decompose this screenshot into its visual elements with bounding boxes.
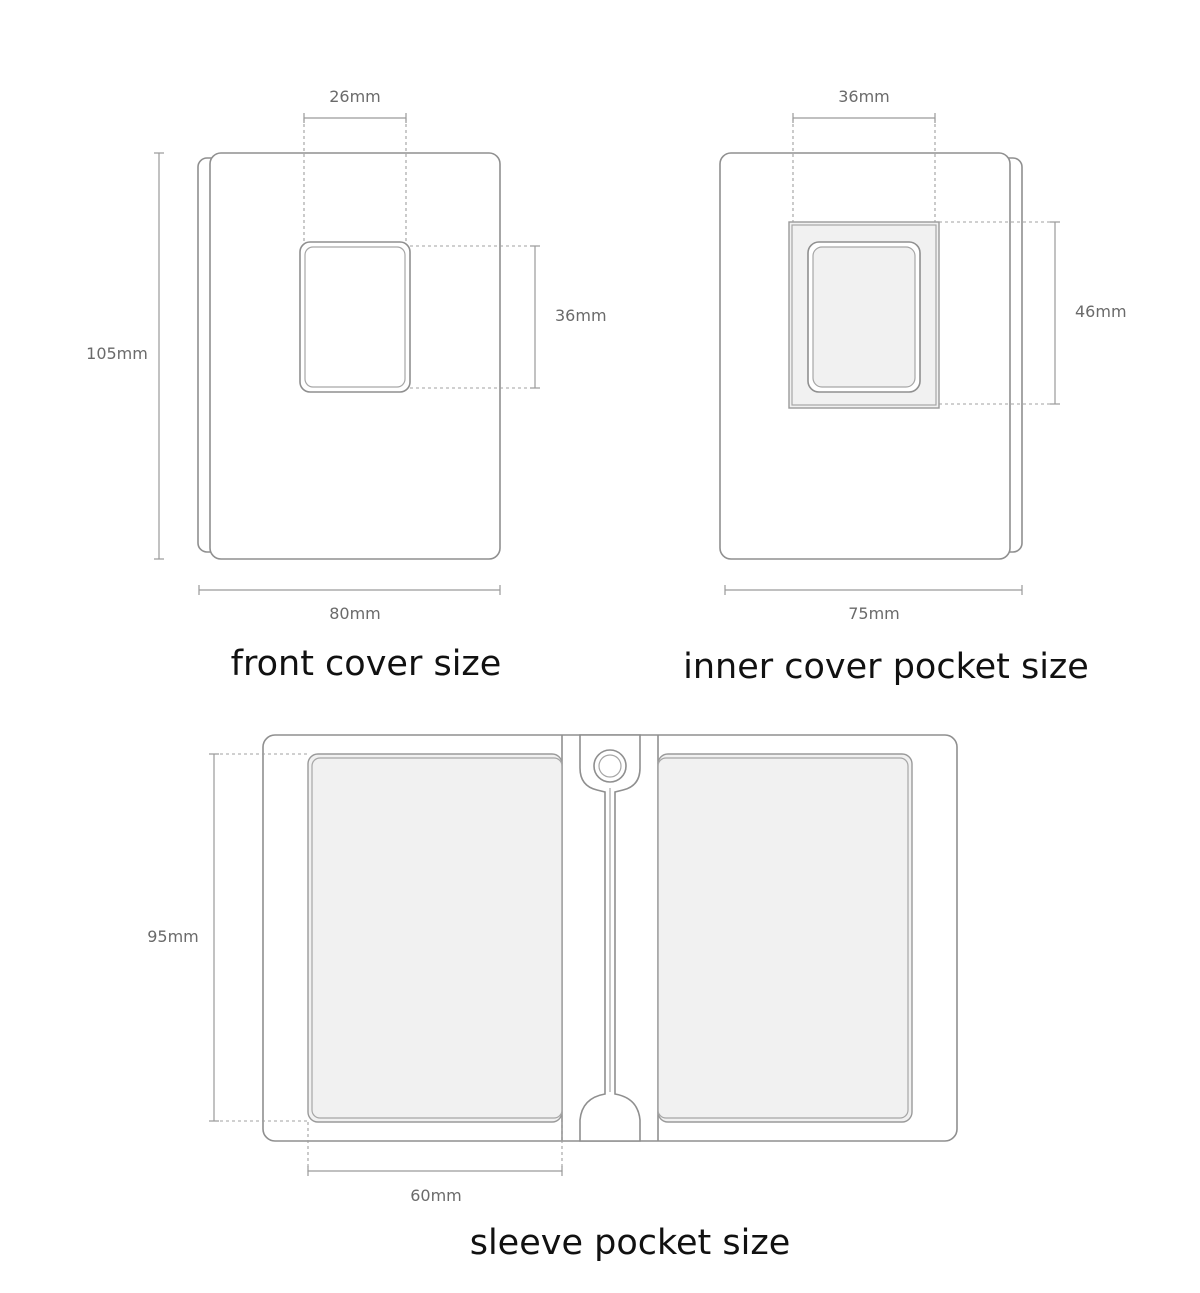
inner-cover-caption: inner cover pocket size	[683, 647, 1089, 687]
front-cover-height-dimension	[86, 153, 164, 559]
inner-pocket-height-label: 46mm	[1075, 302, 1127, 321]
sleeve-pocket-width-dimension	[308, 1166, 562, 1205]
front-window-width-label: 26mm	[329, 87, 381, 106]
front-cover-diagram	[86, 87, 606, 684]
inner-cover-window-inner	[813, 247, 915, 387]
sleeve-pocket-width-label: 60mm	[410, 1186, 462, 1205]
inner-cover-width-dimension	[725, 585, 1022, 623]
sleeve-caption: sleeve pocket size	[469, 1223, 791, 1263]
front-window-width-dimension	[304, 87, 406, 123]
sleeve-pocket-height-dimension	[147, 754, 219, 1121]
sleeve-diagram	[147, 735, 957, 1263]
sleeve-left-pocket	[308, 754, 562, 1122]
sleeve-pocket-height-label: 95mm	[147, 927, 199, 946]
inner-pocket-width-label: 36mm	[838, 87, 890, 106]
front-cover-width-dimension	[199, 585, 500, 623]
inner-pocket-width-dimension	[793, 87, 935, 123]
front-window-height-dimension	[530, 246, 607, 388]
front-window-height-label: 36mm	[555, 306, 607, 325]
inner-cover-diagram	[683, 87, 1126, 687]
inner-pocket-height-dimension	[1050, 222, 1127, 404]
front-cover-outline	[210, 153, 500, 559]
sleeve-right-pocket	[658, 754, 912, 1122]
front-cover-caption: front cover size	[230, 644, 502, 684]
inner-cover-width-label: 75mm	[848, 604, 900, 623]
front-cover-height-label: 105mm	[86, 344, 148, 363]
front-cover-width-label: 80mm	[329, 604, 381, 623]
